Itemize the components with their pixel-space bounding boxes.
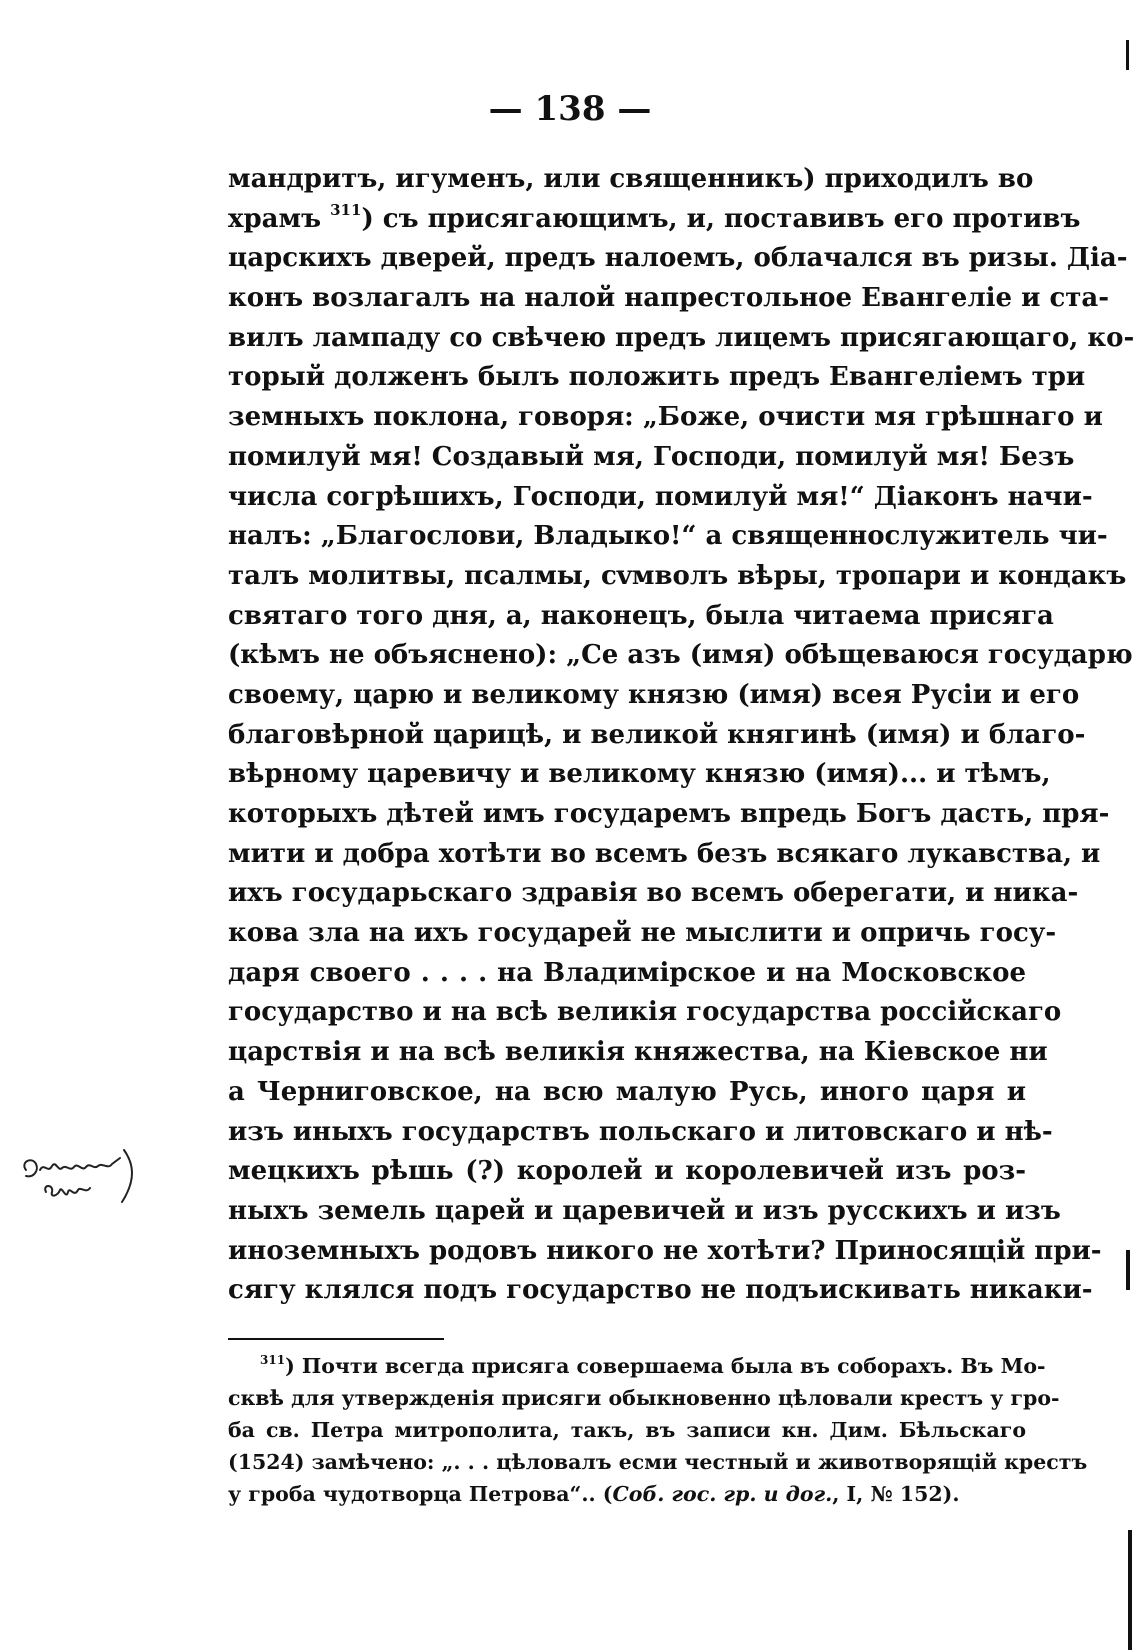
text-line: кова зла на ихъ государей не мыслити и опричь госу-	[228, 918, 1057, 949]
text-line: налъ: „Благослови, Владыко!“ а священнослужитель чи-	[228, 521, 1108, 552]
text-line: земныхъ поклона, говоря: „Боже, очисти мя грѣшнаго и	[228, 402, 1103, 433]
footnote-number: 311	[260, 1353, 286, 1367]
footnote-line: (1524) замѣчено: „. . . цѣловалъ есми честный и животворящій крестъ	[228, 1450, 1088, 1474]
text-line: вѣрному царевичу и великому князю (имя)... и тѣмъ,	[228, 759, 1051, 790]
footnote-line: ба св. Петра митрополита, такъ, въ записи кн. Дим. Бѣльскаго	[228, 1418, 1026, 1442]
text-line: (кѣмъ не объяснено): „Се азъ (имя) обѣщеваюся государю	[228, 640, 1133, 671]
page-edge-mark	[1128, 1530, 1132, 1650]
text-line: изъ иныхъ государствъ польскаго и литовскаго и нѣ-	[228, 1116, 1053, 1147]
text-line: а Черниговское, на всю малую Русь, иного царя и	[228, 1076, 1026, 1107]
text-fragment: ) съ присягающимъ, и, поставивъ его противъ	[361, 203, 1081, 234]
footnote	[228, 1350, 1088, 1510]
citation-title: Соб. гос. гр. и дог.	[612, 1482, 833, 1506]
handwriting-scribble-icon	[12, 1140, 152, 1220]
text-line: торый долженъ былъ положить предъ Евангеліемъ три	[228, 362, 1086, 393]
text-line: талъ молитвы, псалмы, сvмволъ вѣры, тропари и кондакъ	[228, 560, 1127, 591]
footnote-text: ) Почти всегда присяга совершаема была въ соборахъ. Въ Мо-	[285, 1354, 1046, 1378]
text-line: конъ возлагалъ на налой напрестольное Евангеліе и ста-	[228, 283, 1110, 314]
text-fragment: храмъ	[228, 203, 322, 234]
text-line: государство и на всѣ великія государства россійскаго	[228, 997, 1062, 1028]
main-text	[228, 160, 1135, 1311]
text-line: мити и добра хотѣти во всемъ безъ всякаго лукавства, и	[228, 838, 1101, 869]
text-line: даря своего . . . . на Владимірское и на Московское	[228, 957, 1026, 988]
text-line: ныхъ земель царей и царевичей и изъ русскихъ и изъ	[228, 1195, 1061, 1226]
page-number: — 138 —	[488, 89, 652, 129]
footnote-line	[228, 1478, 1026, 1510]
footnote-divider	[228, 1338, 444, 1340]
footnote-text: , I, № 152).	[832, 1482, 960, 1506]
text-line	[228, 200, 1081, 240]
text-line: ихъ государьскаго здравія во всемъ оберегати, и ника-	[228, 878, 1079, 909]
footnote-reference[interactable]: 311	[330, 200, 362, 219]
text-line: помилуй мя! Создавый мя, Господи, помилуй мя! Безъ	[228, 441, 1075, 472]
page-edge-mark	[1126, 40, 1129, 70]
text-line: мецкихъ рѣшь (?) королей и королевичей изъ роз-	[228, 1156, 1026, 1187]
handwritten-margin-note	[12, 1140, 152, 1220]
text-line: своему, царю и великому князю (имя) всея Русіи и его	[228, 679, 1080, 710]
text-line: иноземныхъ родовъ никого не хотѣти? Приносящій при-	[228, 1235, 1102, 1266]
footnote-line: сквѣ для утвержденія присяги обыкновенно цѣловали крестъ у гро-	[228, 1386, 1060, 1410]
footnote-line	[228, 1350, 1046, 1382]
text-line: которыхъ дѣтей имъ государемъ впредь Богъ дасть, пря-	[228, 799, 1110, 829]
text-line: сягу клялся подъ государство не подъискивать никаки-	[228, 1275, 1093, 1306]
text-line: царскихъ дверей, предъ налоемъ, облачался въ ризы. Діа-	[228, 243, 1128, 274]
text-line: святаго того дня, а, наконецъ, была читаема присяга	[228, 600, 1054, 631]
text-line: мандритъ, игуменъ, или священникъ) приходилъ во	[228, 164, 1034, 194]
text-line: благовѣрной царицѣ, и великой княгинѣ (имя) и благо-	[228, 719, 1086, 750]
page-edge-mark	[1126, 1250, 1130, 1290]
text-line: числа согрѣшихъ, Господи, помилуй мя!“ Діаконъ начи-	[228, 481, 1093, 512]
text-line: царствія и на всѣ великія княжества, на Кіевское ни	[228, 1037, 1048, 1068]
text-line: вилъ лампаду со свѣчею предъ лицемъ присягающаго, ко-	[228, 322, 1135, 353]
footnote-text: у гроба чудотворца Петрова“.. (	[228, 1482, 613, 1506]
